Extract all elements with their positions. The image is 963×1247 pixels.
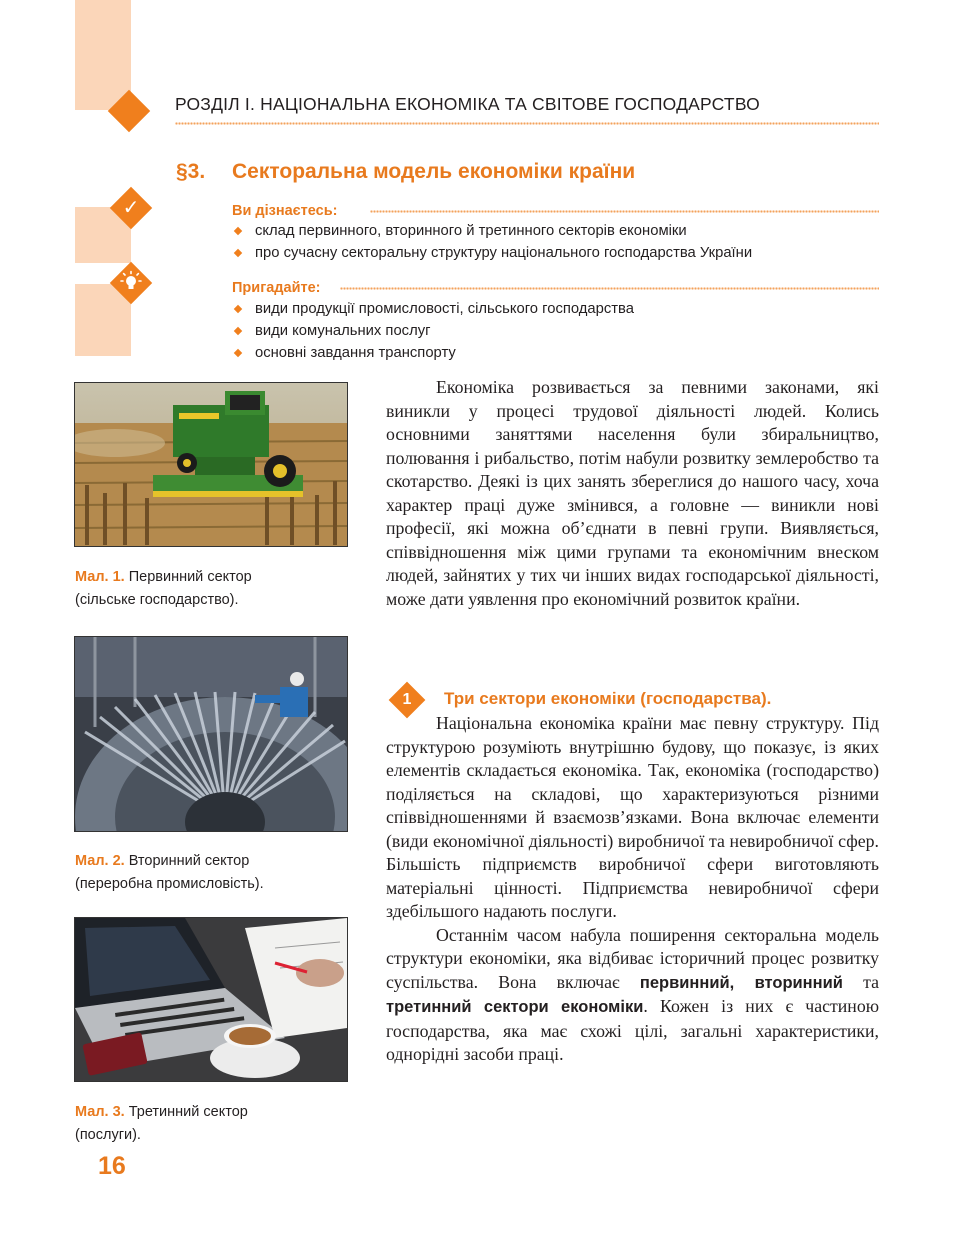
lightbulb-icon <box>116 268 146 298</box>
bold-term: первинний, вторинний <box>639 973 843 992</box>
list-item: про сучасну секторальну структуру національного господарства України <box>232 242 752 264</box>
bold-term: третинний сектори економіки <box>386 998 644 1016</box>
text-run: та <box>842 971 880 992</box>
page-number: 16 <box>98 1152 126 1180</box>
caption-text: Третинний сектор <box>128 1104 248 1120</box>
check-icon: ✓ <box>122 197 140 219</box>
chapter-title: РОЗДІЛ І. НАЦІОНАЛЬНА ЕКОНОМІКА ТА СВІТОВЕ ГОСПОДАРСТВО <box>175 94 760 114</box>
figure-label: Мал. 3. <box>75 1104 125 1120</box>
recall-divider <box>340 286 879 291</box>
figure-1-image <box>74 382 348 547</box>
figure-3-image <box>74 917 348 1082</box>
figure-label: Мал. 1. <box>75 569 125 585</box>
subsection-title: Три сектори економіки (господарства). <box>444 689 772 708</box>
header-tab <box>75 0 131 110</box>
caption-text: (сільське господарство). <box>75 592 239 608</box>
recall-list <box>232 298 634 364</box>
caption-text: Вторинний сектор <box>128 853 250 869</box>
figure-1-caption <box>75 566 252 612</box>
subsection-number: 1 <box>402 691 412 708</box>
list-item: основні завдання транспорту <box>232 342 634 364</box>
caption-text: (послуги). <box>75 1127 141 1143</box>
learn-heading: Ви дізнаєтесь: <box>232 203 338 219</box>
figure-2-image <box>74 636 348 832</box>
list-item: види комунальних послуг <box>232 320 634 342</box>
figure-3-caption <box>75 1101 248 1147</box>
paragraph: Економіка розвивається за певними законами, які виникли у процесі трудової діяльності людей. Колись основними заняттями населення були збиральництво, полювання і рибальство, потім набули розвитку землеробство та скотарство. Деякі із цих занять збереглися до нашого часу, хоча характер праці дуже змінився, а головне — виникли нові професії, які можна об’єднати в певні групи. Виявляється, співвідношення між цими групами та економічним внеском людей, зайнятих у тих чи інших видах господарської діяльності, може дати уявлення про економічний розвиток країни. <box>386 377 879 609</box>
section-number: §3. <box>176 160 206 183</box>
section-title-text: Секторальна модель економіки країни <box>232 160 636 183</box>
figure-label: Мал. 2. <box>75 853 125 869</box>
main-text <box>386 712 879 1067</box>
learn-divider <box>370 209 879 214</box>
intro-paragraph <box>386 376 879 611</box>
figure-2-caption <box>75 850 264 896</box>
header-divider <box>175 121 879 126</box>
caption-text: (переробна промисловість). <box>75 876 264 892</box>
caption-text: Первинний сектор <box>128 569 252 585</box>
list-item: склад первинного, вторинного й третинного секторів економіки <box>232 220 752 242</box>
paragraph: Національна економіка країни має певну структуру. Під структурою розуміють внутрішню будову, що показує, із яких елементів складається економіка. Так, економіка (господарство) поділяється на складові, що характеризуються різними співвідношеннями й взаємозв’язками. Вона включає елементи (види економічної діяльності) виробничої та невиробничої сфер. Більшість підприємств виробничої сфери виготовляють матеріальні цінності. Підприємства невиробничої сфери здебільшого надають послуги. <box>386 713 879 921</box>
learn-list <box>232 220 752 264</box>
paragraph <box>386 924 879 1067</box>
text-run: Останнім часом набула поширення секторальна модель структури економіки, яка відбиває історичний процес розвитку суспільства. Вона включає <box>386 924 879 992</box>
text-run: . Кожен із них є частиною господарства, яка має схожі цілі, загальні характеристики, однорідні засоби праці. <box>386 996 879 1064</box>
recall-heading: Пригадайте: <box>232 280 321 296</box>
list-item: види продукції промисловості, сільського господарства <box>232 298 634 320</box>
section-title <box>176 160 635 184</box>
